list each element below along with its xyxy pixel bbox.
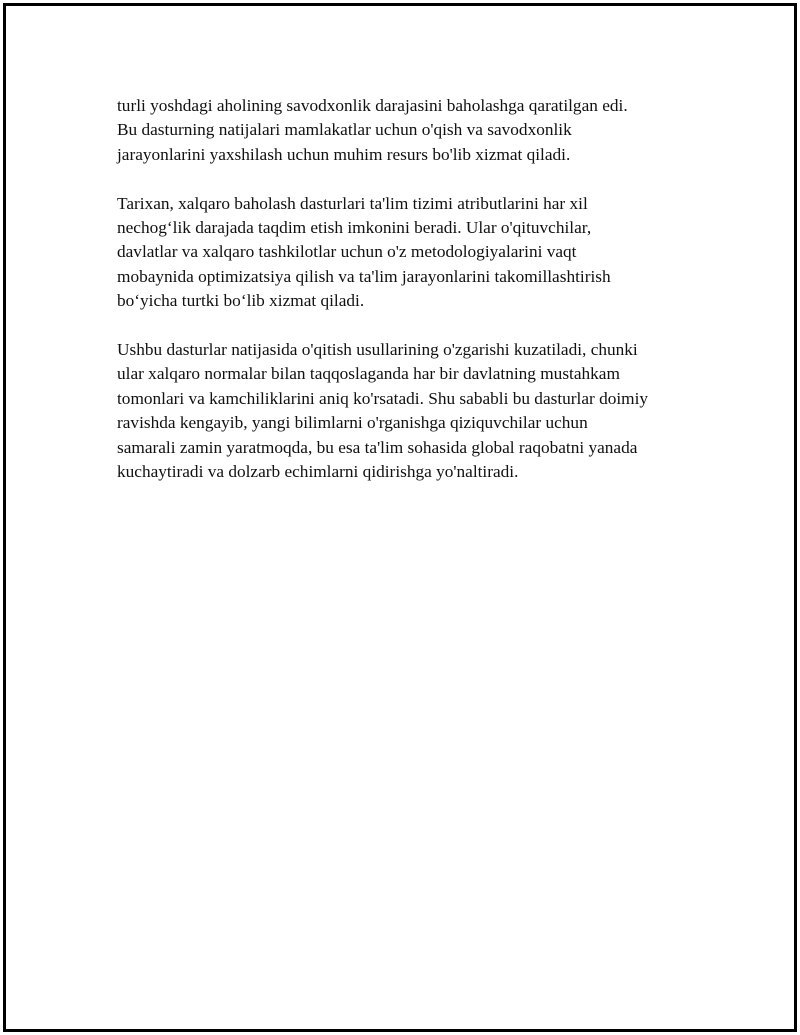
text-line: Ushbu dasturlar natijasida o'qitish usullarining o'zgarishi kuzatiladi, chunki [117, 340, 638, 360]
text-line: turli yoshdagi aholining savodxonlik darajasini baholashga qaratilgan edi. [117, 96, 628, 115]
text-line: ravishda kengayib, yangi bilimlarni o'rganishga qiziquvchilar uchun [117, 413, 588, 433]
text-line: Bu dasturning natijalari mamlakatlar uchun o'qish va savodxonlik [117, 120, 572, 140]
text-line: tomonlari va kamchiliklarini aniq ko'rsatadi. Shu sababli bu dasturlar doimiy [117, 388, 649, 408]
text-line: Tarixan, xalqaro baholash dasturlari ta'lim tizimi atributlarini har xil [117, 193, 588, 213]
text-line: nechog‘lik darajada taqdim etish imkonini beradi. Ular o'qituvchilar, [117, 218, 592, 238]
paragraph-2 [117, 192, 692, 314]
text-line: mobaynida optimizatsiya qilish va ta'lim jarayonlarini takomillashtirish [117, 266, 611, 286]
paragraph-3 [117, 338, 692, 484]
text-line: ular xalqaro normalar bilan taqqoslaganda har bir davlatning mustahkam [117, 364, 620, 384]
text-line: davlatlar va xalqaro tashkilotlar uchun o'z metodologiyalarini vaqt [117, 242, 577, 262]
document-body [117, 94, 692, 509]
text-line: jarayonlarini yaxshilash uchun muhim resurs bo'lib xizmat qiladi. [117, 144, 571, 164]
text-line: bo‘yicha turtki bo‘lib xizmat qiladi. [117, 291, 365, 311]
paragraph-1 [117, 94, 692, 167]
text-line: kuchaytiradi va dolzarb echimlarni qidirishga yo'naltiradi. [117, 462, 519, 482]
text-line: samarali zamin yaratmoqda, bu esa ta'lim sohasida global raqobatni yanada [117, 437, 638, 457]
